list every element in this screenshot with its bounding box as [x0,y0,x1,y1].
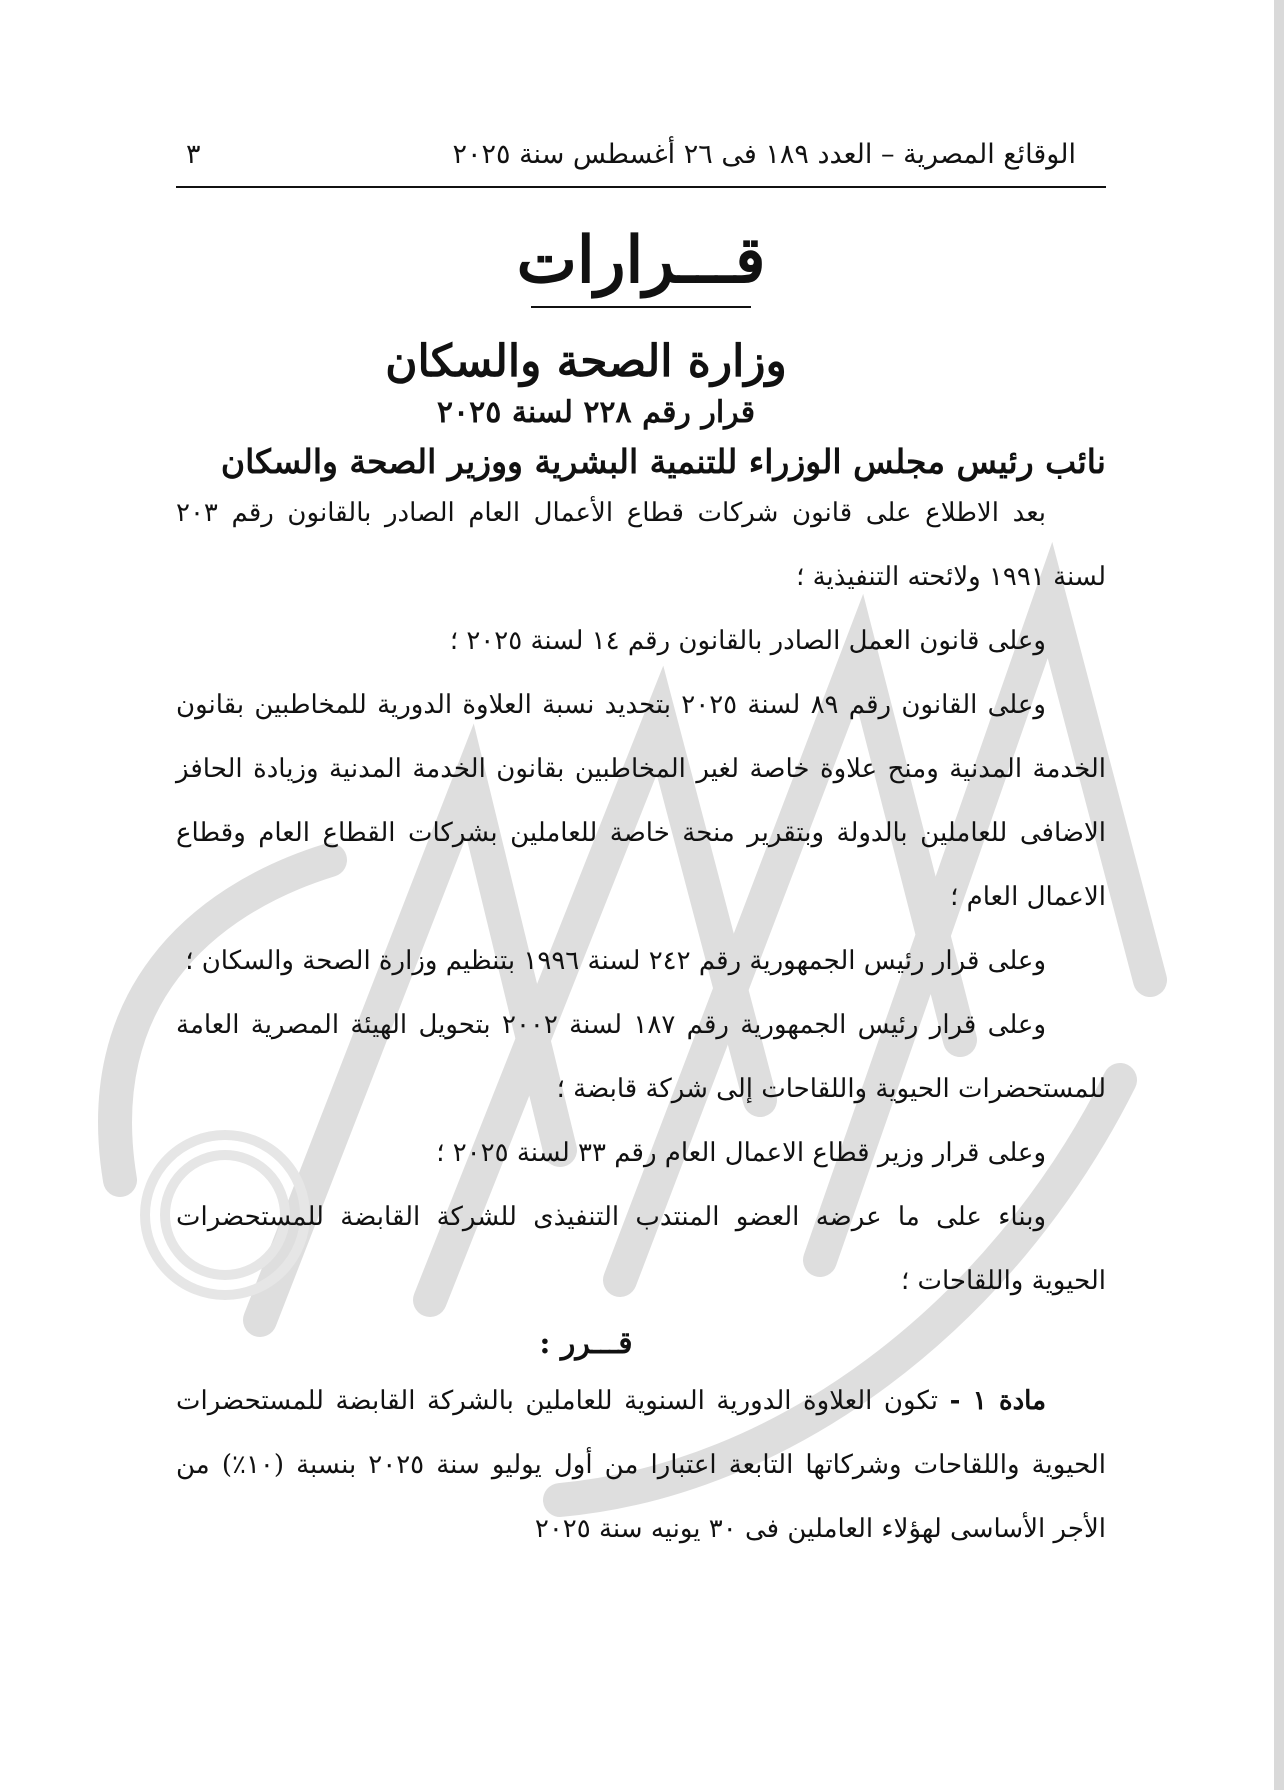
ministry-name: وزارة الصحة والسكان [385,336,787,388]
article-1-text: تكون العلاوة الدورية السنوية للعاملين بالشركة القابضة للمستحضرات الحيوية واللقاحات وشركاتها التابعة اعتبارا من أول يوليو سنة ٢٠٢٥ بنسبة (١٠٪) من الأجر الأساسى لهؤلاء العاملين فى ٣٠ يونيه سنة ٢٠٢٥ [176,1386,1106,1545]
preamble-paragraph-3: وعلى القانون رقم ٨٩ لسنة ٢٠٢٥ بتحديد نسبة العلاوة الدورية للمخاطبين بقانون الخدمة المدنية ومنح علاوة خاصة لغير المخاطبين بقانون الخدمة المدنية وزيادة الحافز الاضافى للعاملين بالدولة وبتقرير منحة خاصة للعاملين بشركات القطاع العام وقطاع الاعمال العام ؛ [176,690,1106,913]
preamble-paragraph-7: وبناء على ما عرضه العضو المنتدب التنفيذى للشركة القابضة للمستحضرات الحيوية واللقاحات ؛ [176,1202,1106,1297]
running-header [176,130,1106,188]
preamble-paragraph-2: وعلى قانون العمل الصادر بالقانون رقم ١٤ لسنة ٢٠٢٥ ؛ [449,626,1046,657]
section-title: قـــرارات [516,223,766,298]
preamble-paragraph-1: بعد الاطلاع على قانون شركات قطاع الأعمال العام الصادر بالقانون رقم ٢٠٣ لسنة ١٩٩١ ولائحته التنفيذية ؛ [176,498,1106,593]
article-1-label: مادة ١ - [949,1386,1047,1417]
page-number: ٣ [186,138,201,170]
page-edge [1274,0,1284,1790]
section-title-underline [531,306,751,308]
decided-heading: قـــرر : [539,1326,633,1362]
article-1 [176,1369,1106,1561]
running-title: الوقائع المصرية – العدد ١٨٩ فى ٢٦ أغسطس سنة ٢٠٢٥ [452,138,1076,170]
document-page [176,130,1106,1561]
decree-issuer: نائب رئيس مجلس الوزراء للتنمية البشرية ووزير الصحة والسكان [220,442,1106,482]
preamble-paragraph-5: وعلى قرار رئيس الجمهورية رقم ١٨٧ لسنة ٢٠٠٢ بتحويل الهيئة المصرية العامة للمستحضرات الحيوية واللقاحات إلى شركة قابضة ؛ [176,1010,1106,1105]
decree-body [176,481,1106,1561]
preamble-paragraph-6: وعلى قرار وزير قطاع الاعمال العام رقم ٣٣ لسنة ٢٠٢٥ ؛ [436,1138,1046,1169]
decree-number: قرار رقم ٢٢٨ لسنة ٢٠٢٥ [436,395,756,431]
preamble-paragraph-4: وعلى قرار رئيس الجمهورية رقم ٢٤٢ لسنة ١٩٩٦ بتنظيم وزارة الصحة والسكان ؛ [185,946,1046,977]
